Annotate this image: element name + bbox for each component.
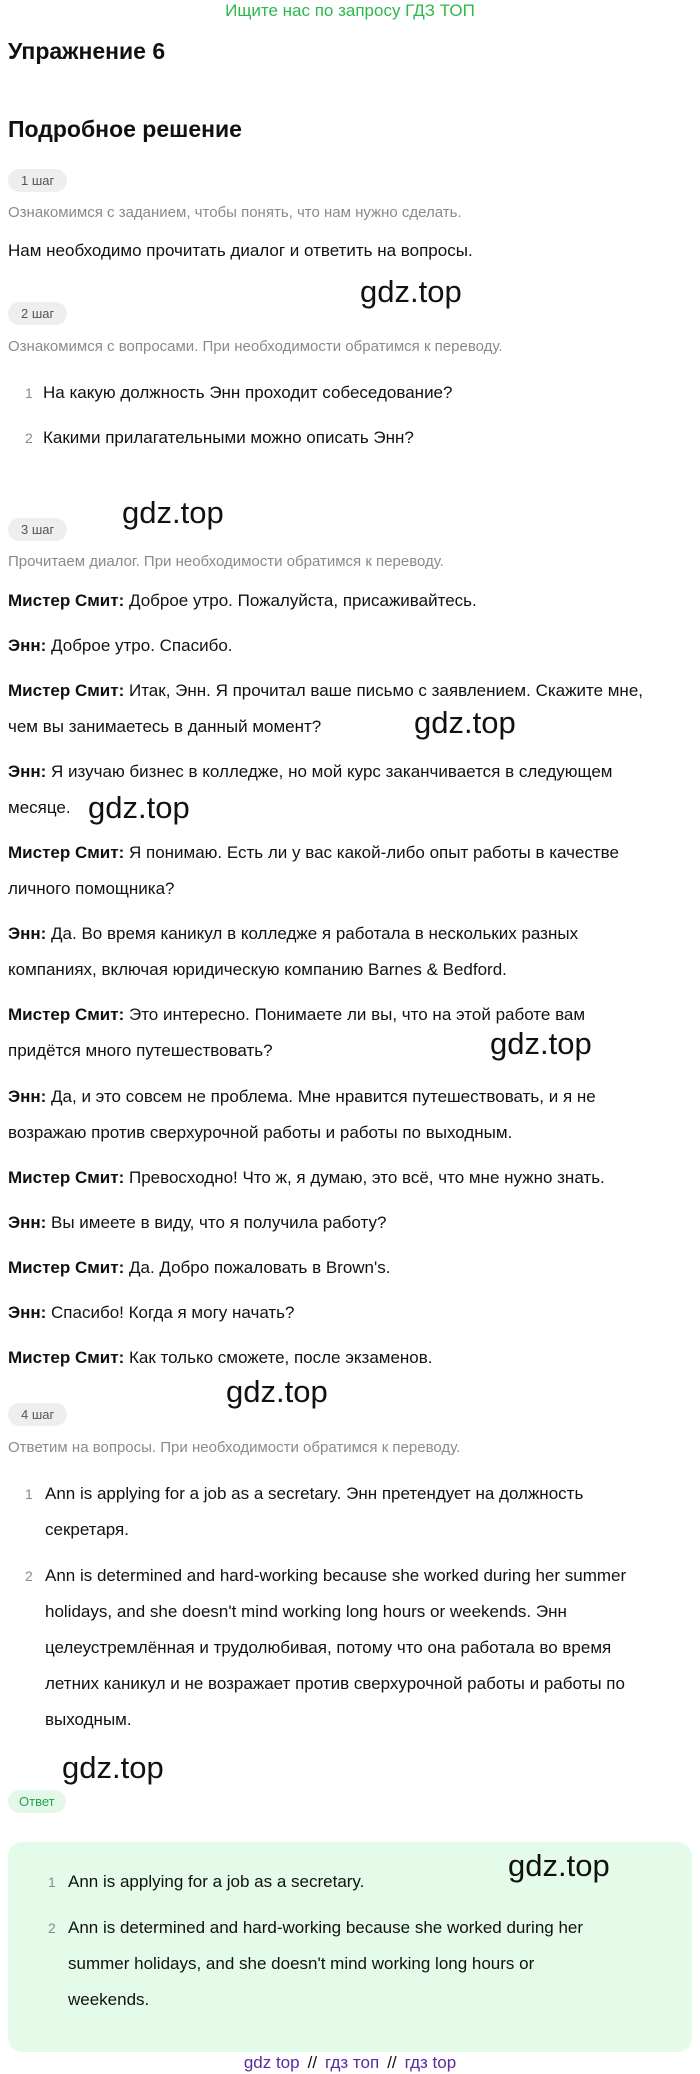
step-badge: 4 шаг: [8, 1403, 67, 1426]
dialog-line: [8, 1160, 692, 1196]
watermark: gdz.top: [226, 1374, 328, 1409]
list-item-text: holidays, and she doesn't mind working long hours or weekends. Энн: [45, 1602, 567, 1621]
section-title: Подробное решение: [8, 116, 242, 142]
list-item: [25, 1558, 685, 1738]
list-item-text: выходным.: [45, 1710, 132, 1729]
list-number: 1: [48, 1874, 56, 1890]
list-number: 2: [25, 430, 33, 446]
dialog-line: [8, 583, 692, 619]
watermark: gdz.top: [122, 495, 224, 530]
answer-item: [48, 1910, 668, 2018]
speaker: Мистер Смит:: [8, 843, 125, 862]
watermark: gdz.top: [88, 790, 190, 825]
dialog-line: [8, 916, 692, 988]
footer-separator: //: [307, 2053, 318, 2072]
dialog-text: компаниях, включая юридическую компанию Barnes & Bedford.: [8, 960, 507, 979]
step-badge: 3 шаг: [8, 518, 67, 541]
list-number: 1: [25, 385, 33, 401]
speaker: Энн:: [8, 1213, 47, 1232]
page-title: Упражнение 6: [8, 38, 166, 64]
list-item: [25, 1476, 685, 1548]
list-item: [25, 420, 685, 456]
dialog-text: Превосходно! Что ж, я думаю, это всё, что мне нужно знать.: [128, 1168, 605, 1187]
dialog-text: Доброе утро. Пожалуйста, присаживайтесь.: [128, 591, 477, 610]
list-number: 2: [48, 1920, 56, 1936]
list-item-text: На какую должность Энн проходит собеседование?: [43, 383, 453, 402]
dialog-text: Да. Добро пожаловать в Brown's.: [128, 1258, 391, 1277]
dialog-line: [8, 1205, 692, 1241]
speaker: Энн:: [8, 636, 47, 655]
speaker: Мистер Смит:: [8, 681, 125, 700]
dialog-line: [8, 1079, 692, 1151]
speaker: Мистер Смит:: [8, 591, 125, 610]
dialog-text: Спасибо! Когда я могу начать?: [51, 1303, 295, 1322]
step-hint: Ознакомимся с заданием, чтобы понять, что нам нужно сделать.: [8, 204, 462, 221]
list-item-text: целеустремлённая и трудолюбивая, потому что она работала во время: [45, 1638, 612, 1657]
list-item: [25, 375, 685, 411]
watermark: gdz.top: [360, 274, 462, 309]
dialog-text: Как только сможете, после экзаменов.: [128, 1348, 433, 1367]
speaker: Энн:: [8, 1087, 47, 1106]
step-text: Нам необходимо прочитать диалог и ответить на вопросы.: [8, 241, 473, 260]
footer-link[interactable]: гдз top: [404, 2053, 457, 2072]
answer-badge: Ответ: [8, 1790, 66, 1813]
dialog-text: месяце.: [8, 798, 71, 817]
list-item-text: Ann is applying for a job as a secretary. Энн претендует на должность: [45, 1484, 584, 1503]
dialog-line: [8, 1250, 692, 1286]
speaker: Энн:: [8, 924, 47, 943]
speaker: Мистер Смит:: [8, 1348, 125, 1367]
list-item-text: Ann is determined and hard-working because she worked during her: [68, 1918, 584, 1937]
step-hint: Ответим на вопросы. При необходимости обратимся к переводу.: [8, 1439, 461, 1456]
dialog-text: Да. Во время каникул в колледже я работала в нескольких разных: [51, 924, 579, 943]
speaker: Мистер Смит:: [8, 1258, 125, 1277]
dialog-text: Я понимаю. Есть ли у вас какой-либо опыт работы в качестве: [128, 843, 619, 862]
dialog-text: чем вы занимаетесь в данный момент?: [8, 717, 322, 736]
list-item-text: летних каникул и не возражает против сверхурочной работы и работы по: [45, 1674, 625, 1693]
dialog-text: Итак, Энн. Я прочитал ваше письмо с заявлением. Скажите мне,: [128, 681, 644, 700]
footer-link[interactable]: gdz top: [243, 2053, 300, 2072]
dialog-text: Да, и это совсем не проблема. Мне нравится путешествовать, и я не: [51, 1087, 596, 1106]
search-banner: Ищите нас по запросу ГДЗ ТОП: [225, 1, 475, 20]
step-badge: 2 шаг: [8, 302, 67, 325]
dialog-text: личного помощника?: [8, 879, 175, 898]
dialog-line: [8, 1340, 692, 1376]
watermark: gdz.top: [414, 705, 516, 740]
step-hint: Ознакомимся с вопросами. При необходимости обратимся к переводу.: [8, 338, 503, 355]
dialog-text: возражаю против сверхурочной работы и работы по выходным.: [8, 1123, 513, 1142]
dialog-line: [8, 673, 692, 745]
dialog-text: придётся много путешествовать?: [8, 1041, 273, 1060]
footer-separator: //: [387, 2053, 397, 2072]
step-badge: 1 шаг: [8, 169, 67, 192]
dialog-line: [8, 835, 692, 907]
watermark: gdz.top: [490, 1026, 592, 1061]
dialog-line: [8, 1295, 692, 1331]
dialog-line: [8, 628, 692, 664]
dialog-text: Доброе утро. Спасибо.: [51, 636, 233, 655]
speaker: Мистер Смит:: [8, 1005, 125, 1024]
footer-links: [0, 2052, 700, 2074]
speaker: Энн:: [8, 762, 47, 781]
watermark: gdz.top: [62, 1750, 164, 1785]
step-hint: Прочитаем диалог. При необходимости обратимся к переводу.: [8, 553, 444, 570]
dialog-text: Вы имеете в виду, что я получила работу?: [51, 1213, 387, 1232]
list-item-text: weekends.: [68, 1990, 150, 2009]
dialog-text: Я изучаю бизнес в колледже, но мой курс заканчивается в следующем: [51, 762, 613, 781]
list-item-text: Ann is applying for a job as a secretary.: [68, 1872, 365, 1891]
list-item-text: секретаря.: [45, 1520, 129, 1539]
list-number: 2: [25, 1568, 33, 1584]
list-item-text: Какими прилагательными можно описать Энн?: [43, 428, 414, 447]
footer-link[interactable]: гдз топ: [325, 2053, 380, 2072]
list-item-text: summer holidays, and she doesn't mind working long hours or: [68, 1954, 535, 1973]
list-item-text: Ann is determined and hard-working because she worked during her summer: [45, 1566, 627, 1585]
list-number: 1: [25, 1486, 33, 1502]
dialog-text: Это интересно. Понимаете ли вы, что на этой работе вам: [128, 1005, 586, 1024]
watermark: gdz.top: [508, 1848, 610, 1883]
speaker: Энн:: [8, 1303, 47, 1322]
speaker: Мистер Смит:: [8, 1168, 125, 1187]
answer-item: [48, 1864, 668, 1900]
